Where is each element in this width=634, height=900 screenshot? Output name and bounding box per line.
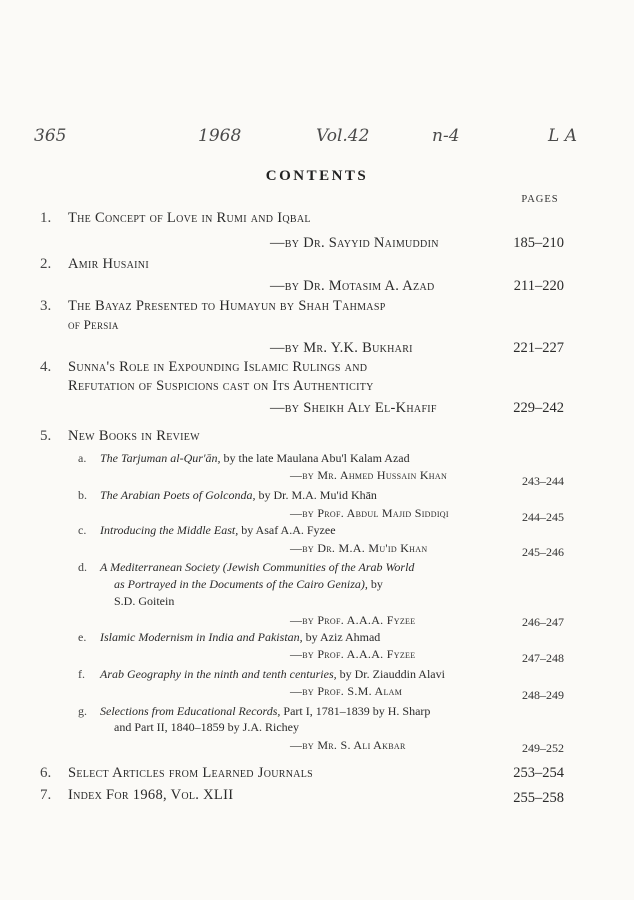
section-title: New Books in Review	[68, 428, 200, 444]
review-letter: b.	[78, 488, 87, 502]
entry-title: Amir Husaini	[68, 256, 149, 272]
handwritten-note: 365	[34, 126, 67, 146]
review-author: —by Prof. A.A.A. Fyzee	[290, 647, 416, 661]
review-letter: g.	[78, 704, 87, 718]
entry-pages: 255–258	[513, 790, 564, 806]
review-author: —by Dr. M.A. Mu'id Khan	[290, 541, 428, 555]
review-letter: a.	[78, 451, 87, 465]
review-letter: f.	[78, 667, 85, 681]
entry-title: Index For 1968, Vol. XLII	[68, 787, 234, 803]
review-pages: 243–244	[522, 474, 564, 488]
entry-number: 1.	[40, 210, 52, 226]
review-letter: d.	[78, 560, 87, 574]
entry-pages: 229–242	[513, 400, 564, 416]
handwritten-note: n-4	[432, 126, 460, 146]
review-title-continued: as Portrayed in the Documents of the Cairo Geniza), by	[114, 577, 383, 591]
handwritten-note: 1968	[198, 126, 242, 146]
entry-pages: 253–254	[513, 765, 564, 781]
review-author: —by Prof. Abdul Majid Siddiqi	[290, 506, 449, 520]
review-pages: 246–247	[522, 615, 564, 629]
entry-title: Sunna's Role in Expounding Islamic Rulings and	[68, 359, 368, 375]
entry-number: 3.	[40, 298, 52, 314]
review-author: —by Mr. Ahmed Hussain Khan	[290, 468, 448, 482]
entry-title-continued: Refutation of Suspicions cast on Its Authenticity	[68, 378, 374, 394]
review-letter: c.	[78, 523, 87, 537]
review-pages: 248–249	[522, 688, 564, 702]
review-title-continued: S.D. Goitein	[114, 594, 175, 608]
entry-number: 2.	[40, 256, 52, 272]
entry-author: —by Sheikh Aly El-Khafif	[270, 400, 437, 416]
entry-title-continued: of Persia	[68, 317, 119, 332]
entry-number: 7.	[40, 787, 52, 803]
entry-number: 5.	[40, 428, 52, 444]
review-title: A Mediterranean Society (Jewish Communities of the Arab World	[100, 560, 415, 574]
pages-column-header: PAGES	[521, 194, 559, 205]
entry-number: 4.	[40, 359, 52, 375]
review-pages: 247–248	[522, 651, 564, 665]
review-title: The Tarjuman al-Qur'ān, by the late Maulana Abu'l Kalam Azad	[100, 451, 410, 465]
entry-pages: 185–210	[513, 235, 564, 251]
entry-author: —by Dr. Motasim A. Azad	[270, 278, 435, 294]
handwritten-note: L A	[548, 126, 577, 146]
entry-author: —by Mr. Y.K. Bukhari	[270, 340, 413, 356]
entry-title: Select Articles from Learned Journals	[68, 765, 314, 781]
review-author: —by Mr. S. Ali Akbar	[290, 738, 406, 752]
page-title: CONTENTS	[265, 168, 369, 184]
review-pages: 249–252	[522, 741, 564, 755]
review-title: The Arabian Poets of Golconda, by Dr. M.A. Mu'id Khān	[100, 488, 377, 502]
entry-pages: 221–227	[513, 340, 564, 356]
review-title: Selections from Educational Records, Part I, 1781–1839 by H. Sharp	[100, 704, 431, 718]
handwritten-note: Vol.42	[316, 126, 370, 146]
entry-title: The Concept of Love in Rumi and Iqbal	[68, 210, 311, 226]
entry-title: The Bayaz Presented to Humayun by Shah Tahmasp	[68, 298, 386, 314]
entry-author: —by Dr. Sayyid Naimuddin	[270, 235, 439, 251]
entry-number: 6.	[40, 765, 52, 781]
entry-pages: 211–220	[513, 278, 564, 294]
review-title-continued: and Part II, 1840–1859 by J.A. Richey	[114, 720, 299, 734]
review-author: —by Prof. A.A.A. Fyzee	[290, 613, 416, 627]
review-title: Islamic Modernism in India and Pakistan, by Aziz Ahmad	[100, 630, 381, 644]
review-title: Introducing the Middle East, by Asaf A.A. Fyzee	[100, 523, 336, 537]
review-title: Arab Geography in the ninth and tenth centuries, by Dr. Ziauddin Alavi	[100, 667, 445, 681]
review-letter: e.	[78, 630, 87, 644]
review-pages: 245–246	[522, 545, 564, 559]
review-pages: 244–245	[522, 510, 564, 524]
review-author: —by Prof. S.M. Alam	[290, 684, 403, 698]
